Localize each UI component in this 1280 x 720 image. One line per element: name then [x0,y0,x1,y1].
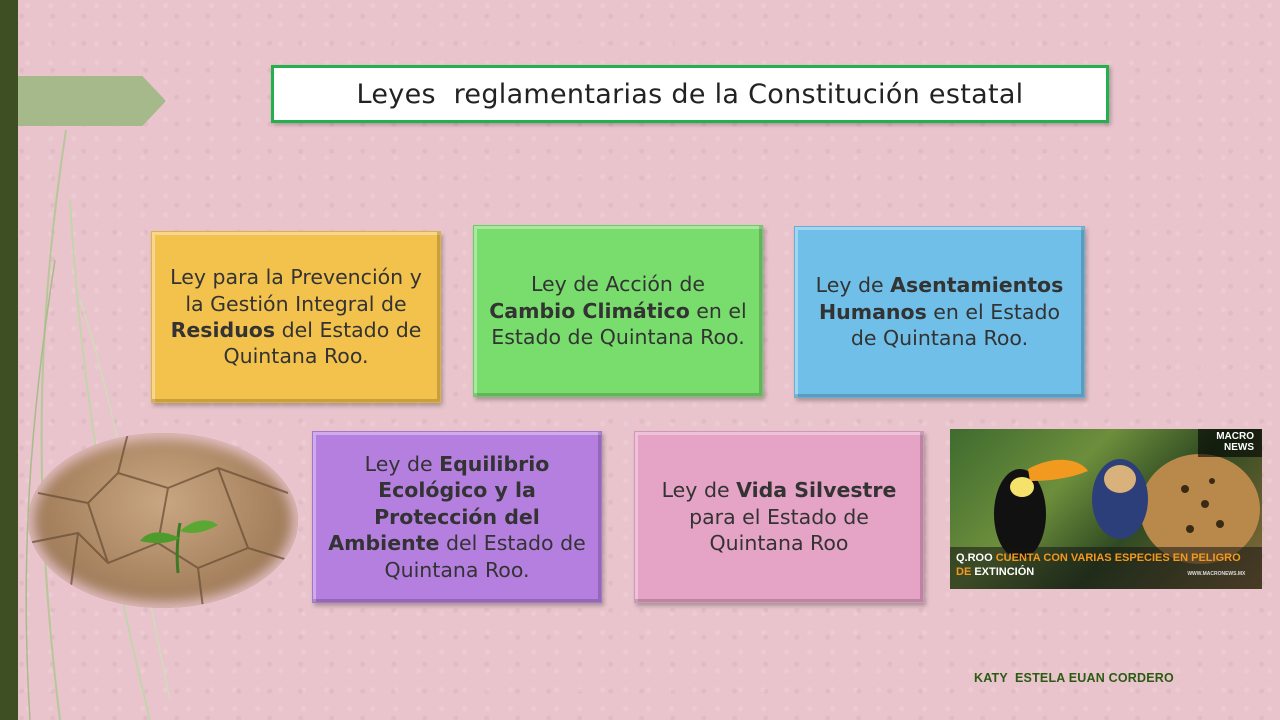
card-text-part: Cambio Climático [489,298,690,323]
card-text-part: en el Estado de Quintana Roo. [850,299,1061,351]
law-card-cambio-climatico [473,225,763,397]
law-card-vida-silvestre [634,431,924,603]
wildlife-news-image [950,429,1262,589]
law-card-equilibrio-ecologico [312,431,602,603]
card-text-part: Ley de Acción de [530,272,706,297]
card-text-part: Vida Silvestre [736,478,897,503]
card-text-part: para el Estado de Quintana Roo [689,504,869,556]
card-text-part: del Estado de Quintana Roo. [223,318,422,369]
card-text-part: Equilibrio Ecológico y la Protección del Ambiente [328,451,550,556]
news-caption: Q.ROO CUENTA CON VARIAS ESPECIES EN PELIGRO DE EXTINCIÓN WWW.MACRONEWS.MX [956,552,1246,578]
law-card-asentamientos [794,226,1085,398]
law-card-residuos [151,231,441,403]
macronews-logo: MACRO NEWS [1216,431,1254,453]
dry-soil-sprout-image [28,433,298,608]
card-text-part: del Estado de Quintana Roo. [384,531,586,582]
card-text-part: Ley de [364,451,440,476]
card-text-part: Ley para la Prevención y la Gestión Integral de [170,265,422,316]
card-text-part: Ley de [815,273,891,298]
title-box [271,65,1109,123]
card-text-part: Residuos [170,318,276,342]
author-name: KATY ESTELA EUAN CORDERO [974,671,1174,685]
slide-title: Leyes reglamentarias de la Constitución estatal [356,78,1024,110]
card-text-part: Asentamientos Humanos [818,273,1064,324]
card-text-part: Ley de [661,478,737,503]
card-text-part: en el Estado de Quintana Roo. [491,298,747,350]
